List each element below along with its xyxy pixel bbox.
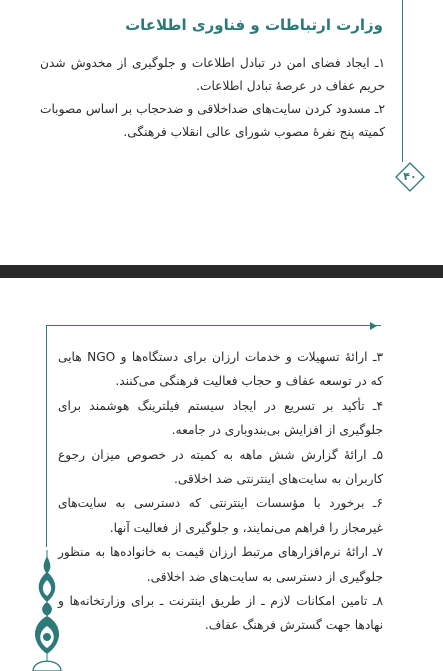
frame-arrow-icon	[370, 322, 377, 330]
paragraph-item-8: ۸ـ تامین امکانات لازم ـ از طریق اینترنت ـ برای وزارتخانه‌ها و نهادها جهت گسترش فرهنگ عفاف.	[58, 594, 383, 633]
page-number-badge	[395, 162, 425, 192]
paragraph-item-4: ۴ـ تأکید بر تسریع در ایجاد سیستم فیلترینگ هوشمند برای جلوگیری از افزایش بی‌بندوباری در جامعه.	[58, 398, 383, 438]
paragraph-item-3: ۳ـ ارائهٔ تسهیلات و خدمات ارزان برای دستگاه‌ها و NGO هایی که در توسعه عفاف و حجاب فعالیت فرهنگی می‌کنند.	[58, 350, 383, 389]
paragraph-item-5: ۵ـ ارائهٔ گزارش شش ماهه به کمیته در خصوص میزان رجوع کاربران به سایت‌های اینترنتی ضد اخلاقی.	[58, 447, 383, 487]
frame-side-rule	[46, 325, 47, 547]
bottom-page-body	[58, 345, 383, 638]
paragraph-item-6: ۶ـ برخورد با مؤسسات اینترنتی که دسترسی به سایت‌های غیرمجاز را فراهم می‌نمایند، و جلوگیری از فعالیت آنها.	[58, 496, 383, 535]
section-heading: وزارت ارتباطات و فناوری اطلاعات	[125, 16, 383, 34]
top-page	[0, 0, 443, 265]
margin-rule	[402, 0, 403, 162]
ornament-icon	[28, 550, 66, 671]
paragraph-item-1: ۱ـ ایجاد فضای امن در تبادل اطلاعات و جلوگیری از مخدوش شدن حریم عفاف در عرصهٔ تبادل اطلاعات.	[40, 56, 385, 93]
bottom-page	[0, 278, 443, 671]
page-number: ۴۰	[403, 170, 417, 183]
frame-top-rule	[46, 325, 381, 326]
paragraph-item-2: ۲ـ مسدود کردن سایت‌های ضداخلاقی و ضدحجاب بر اساس مصوبات کمیته پنج نفرهٔ مصوب شورای عالی انقلاب فرهنگی.	[40, 102, 385, 139]
top-page-body	[40, 52, 385, 144]
paragraph-item-7: ۷ـ ارائهٔ نرم‌افزارهای مرتبط ارزان قیمت به خانواده‌ها به منظور جلوگیری از دسترسی به سایت‌های ضد اخلاقی.	[58, 545, 383, 584]
